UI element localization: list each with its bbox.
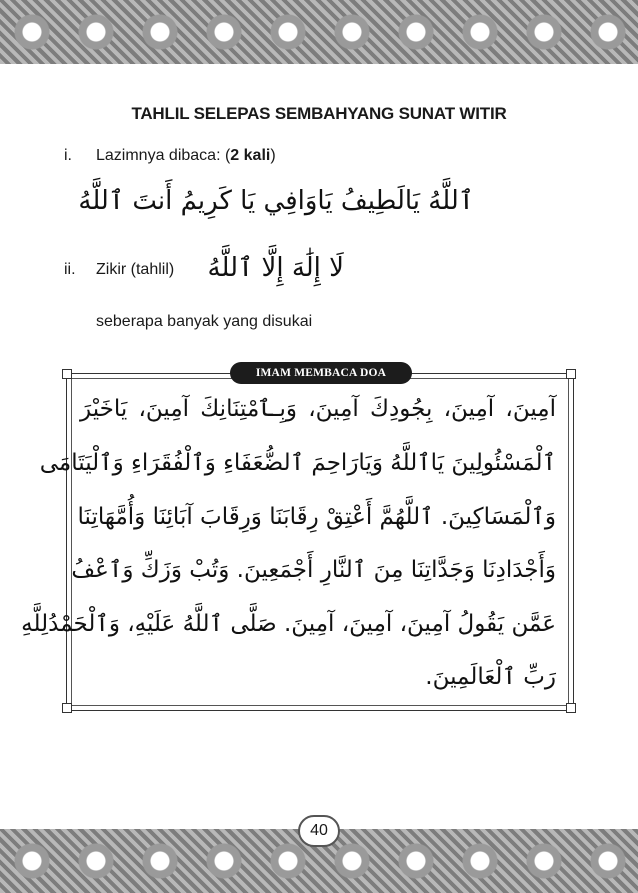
frame-corner-ornament bbox=[566, 703, 576, 713]
doa-line-4: وَأَجْدَادِنَا وَجَدَّاتِنَا مِنَ ٱلنَّارِ أَجْمَعِينَ. وَتُبْ وَزَكِّ وَٱعْفُ bbox=[71, 557, 556, 583]
doa-line-2: ٱلْمَسْئُولِينَ يَاٱللَّهُ وَيَارَاحِمَ ٱلضُّعَفَاءِ وَٱلْفُقَرَاءِ وَٱلْيَتَامَى bbox=[39, 450, 556, 476]
doa-line-1: آمِينَ، آمِينَ، بِجُودِكَ آمِينَ، وَبِـٱمْتِنَانِكَ آمِينَ، يَاخَيْرَ bbox=[80, 396, 556, 422]
doa-line-5: عَمَّن يَقُولُ آمِينَ، آمِينَ، آمِينَ. صَلَّى ٱللَّهُ عَلَيْهِ، وَٱلْحَمْدُلِلَّهِ bbox=[21, 611, 556, 637]
page-title: TAHLIL SELEPAS SEMBAHYANG SUNAT WITIR bbox=[131, 104, 507, 123]
item-2-text: Zikir (tahlil) bbox=[96, 261, 175, 278]
frame-corner-ornament bbox=[62, 703, 72, 713]
item-2-arabic: لَا إِلَٰهَ إِلَّا ٱللَّهُ bbox=[207, 253, 344, 283]
item-2-marker: ii. bbox=[64, 261, 76, 278]
page-number: 40 bbox=[298, 815, 340, 847]
doa-badge: IMAM MEMBACA DOA bbox=[230, 362, 412, 384]
doa-frame bbox=[21, 373, 574, 711]
item-1-text: Lazimnya dibaca: (2 kali) bbox=[96, 147, 276, 164]
frame-corner-ornament bbox=[62, 369, 72, 379]
decorative-border-top bbox=[0, 0, 638, 64]
doa-line-6: رَبِّ ٱلْعَالَمِينَ. bbox=[425, 664, 556, 690]
item-1-count: 2 kali bbox=[230, 147, 271, 164]
item-2-note: seberapa banyak yang disukai bbox=[96, 313, 313, 330]
item-1-marker: i. bbox=[64, 147, 72, 164]
doa-line-3: وَٱلْمَسَاكِينَ. ٱللَّهُمَّ أَعْتِقْ رِقَابَنَا وَرِقَابَ آبَائِنَا وَأُمَّهَاتِنَا bbox=[77, 504, 556, 530]
item-1-arabic: ٱللَّهُ يَالَطِيفُ يَاوَافِي يَا كَرِيمُ أَنتَ ٱللَّهُ bbox=[78, 186, 474, 216]
frame-corner-ornament bbox=[566, 369, 576, 379]
